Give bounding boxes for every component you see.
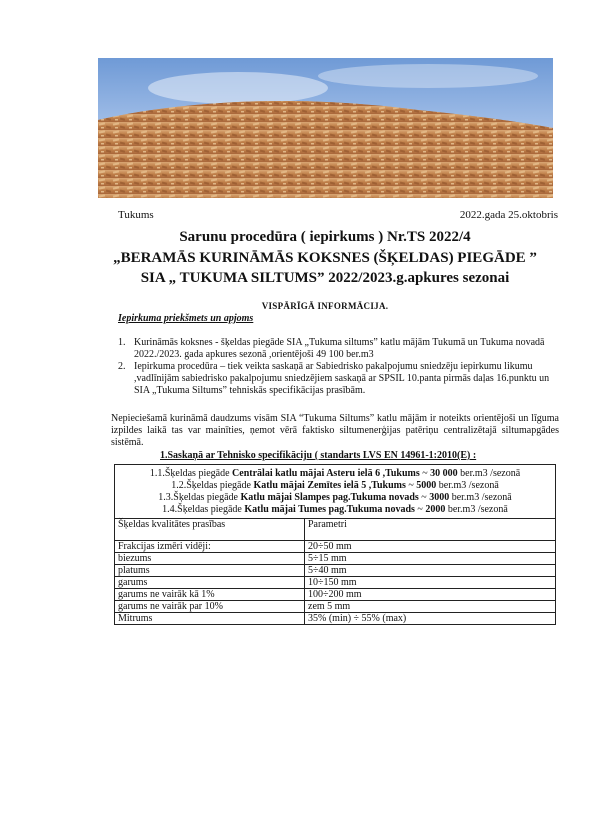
wood-chips-photo bbox=[98, 58, 553, 198]
table-row bbox=[115, 541, 556, 553]
table-row bbox=[115, 577, 556, 589]
document-city: Tukums bbox=[118, 209, 154, 221]
parameter-cell: 35% (min) ÷ 55% (max) bbox=[305, 613, 556, 625]
table-row bbox=[115, 613, 556, 625]
parameter-cell: 10÷150 mm bbox=[305, 577, 556, 589]
table-row bbox=[115, 589, 556, 601]
list-item-number: 1. bbox=[118, 337, 126, 348]
list-item bbox=[118, 361, 558, 397]
list-item-number: 2. bbox=[118, 361, 126, 372]
list-item-text: Kurināmās koksnes - šķeldas piegāde SIA „Tukuma siltums” katlu mājām Tukumā un Tukuma novadā 2022./2023. gada apkures sezonā ,orientējoši 49 100 ber.m3 bbox=[134, 337, 545, 360]
requirement-cell: garums ne vairāk kā 1% bbox=[115, 589, 305, 601]
column-header: Šķeldas kvalitātes prasības bbox=[115, 519, 305, 541]
table-row bbox=[115, 553, 556, 565]
list-item bbox=[118, 337, 558, 361]
delivery-list-cell bbox=[115, 465, 556, 519]
quantity-note-paragraph: Nepieciešamā kurināmā daudzums visām SIA “Tukuma Siltums” katlu mājām ir noteikts orientējoši un līguma izpildes laikā tas var mainīties, ņemot vērā faktisko siltumenerģijas patēriņu centralizētajā siltumapgādes sistēmā. bbox=[111, 413, 559, 448]
spec-table-title: 1.Saskaņā ar Tehnisko specifikāciju ( standarts LVS EN 14961-1:2010(E) : bbox=[160, 450, 477, 461]
season-title: SIA „ TUKUMA SILTUMS” 2022/2023.g.apkures sezonai bbox=[140, 270, 510, 286]
parameter-cell: 20÷50 mm bbox=[305, 541, 556, 553]
delivery-line: 1.3.Šķeldas piegāde Katlu mājai Slampes pag.Tukuma novads ~ 3000 ber.m3 /sezonā bbox=[158, 492, 512, 503]
delivery-line: 1.2.Šķeldas piegāde Katlu mājai Zemītes ielā 5 ,Tukums ~ 5000 ber.m3 /sezonā bbox=[171, 480, 499, 491]
requirement-cell: biezums bbox=[115, 553, 305, 565]
parameter-cell: 100÷200 mm bbox=[305, 589, 556, 601]
parameter-cell: zem 5 mm bbox=[305, 601, 556, 613]
delivery-line: 1.4.Šķeldas piegāde Katlu mājai Tumes pag.Tukuma novads ~ 2000 ber.m3 /sezonā bbox=[162, 504, 508, 515]
subject-title: „BERAMĀS KURINĀMĀS KOKSNES (ŠĶELDAS) PIEGĀDE ” bbox=[113, 250, 537, 266]
parameter-cell: 5÷40 mm bbox=[305, 565, 556, 577]
general-info-heading: VISPĀRĪGĀ INFORMĀCIJA. bbox=[261, 301, 389, 311]
numbered-list bbox=[118, 337, 558, 397]
spec-table bbox=[114, 464, 556, 625]
procedure-title: Sarunu procedūra ( iepirkums ) Nr.TS 2022/4 bbox=[179, 229, 471, 245]
delivery-line: 1.1.Šķeldas piegāde Centrālai katlu mājai Asteru ielā 6 ,Tukums ~ 30 000 ber.m3 /sezonā bbox=[149, 468, 521, 479]
column-header: Parametri bbox=[305, 519, 556, 541]
parameter-cell: 5÷15 mm bbox=[305, 553, 556, 565]
requirement-cell: platums bbox=[115, 565, 305, 577]
table-row bbox=[115, 601, 556, 613]
table-row bbox=[115, 565, 556, 577]
procurement-subject-heading: Iepirkuma priekšmets un apjoms bbox=[118, 313, 254, 324]
requirement-cell: Mitrums bbox=[115, 613, 305, 625]
document-date: 2022.gada 25.oktobris bbox=[459, 209, 558, 221]
list-item-text: Iepirkuma procedūra – tiek veikta saskaņā ar Sabiedrisko pakalpojumu sniedzēju iepirkumu likumu ,vadlīnijām sabiedrisko pakalpojumu sniedzējiem saskaņā ar SPSIL 10.panta pirmās daļas 16.punktu un SIA „Tukuma Siltums” tehniskās specifikācijas prasībām. bbox=[134, 361, 550, 396]
requirement-cell: Frakcijas izmēri vidēji: bbox=[115, 541, 305, 553]
requirement-cell: garums ne vairāk par 10% bbox=[115, 601, 305, 613]
requirement-cell: garums bbox=[115, 577, 305, 589]
